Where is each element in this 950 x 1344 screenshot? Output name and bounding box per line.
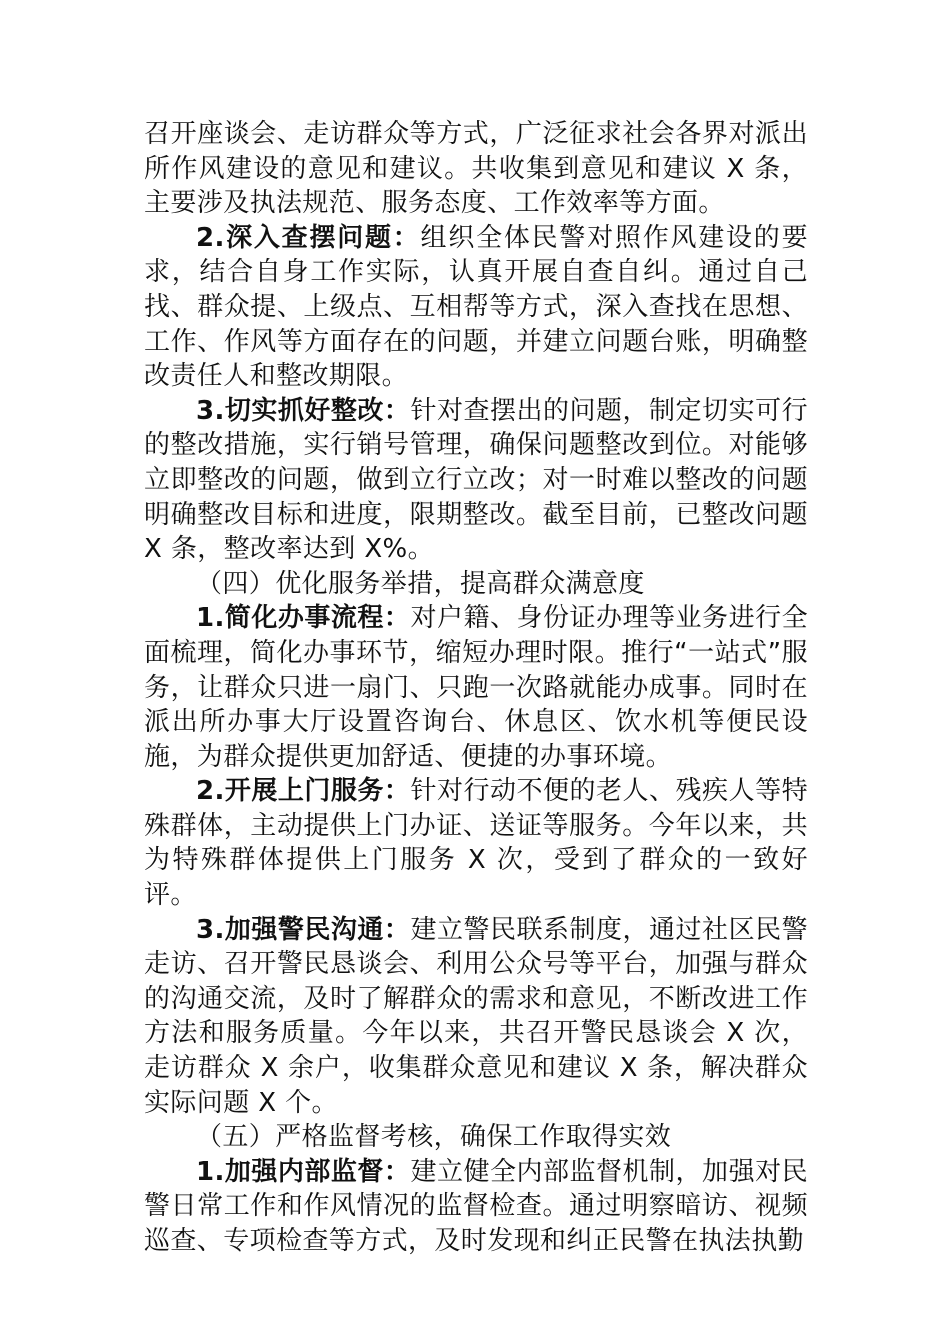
paragraph-heading: 2.深入查摆问题： (196, 222, 421, 253)
paragraph-heading: 1.加强内部监督： (196, 1156, 411, 1187)
paragraph-text: 组织全体民警对照作风建设的要求，结合自身工作实际，认真开展自查自纠。通过自己找、群众提、上级点、互相帮等方式，深入查找在思想、工作、作风等方面存在的问题，并建立问题台账，明确整改责任人和整改期限。 (144, 222, 808, 392)
section-heading-text: （四）优化服务举措，提高群众满意度 (196, 568, 645, 599)
paragraph-heading: 3.加强警民沟通： (196, 914, 411, 945)
paragraph-text: 针对行动不便的老人、残疾人等特殊群体，主动提供上门办证、送证等服务。今年以来，共为特殊群体提供上门服务 X 次，受到了群众的一致好评。 (144, 776, 808, 911)
paragraph-door-service (144, 774, 808, 912)
paragraph-rectification (144, 394, 808, 567)
section-heading-text: （五）严格监督考核，确保工作取得实效 (196, 1122, 672, 1153)
paragraph-internal-supervision (144, 1155, 808, 1259)
paragraph-heading: 2.开展上门服务： (196, 776, 411, 807)
section-heading-five (144, 1120, 808, 1155)
paragraph-police-communication (144, 913, 808, 1121)
paragraph-heading: 3.切实抓好整改： (196, 395, 411, 426)
paragraph-text: 建立健全内部监督机制，加强对民警日常工作和作风情况的监督检查。通过明察暗访、视频巡查、专项检查等方式，及时发现和纠正民警在执法执勤 (144, 1156, 808, 1256)
document-page (144, 117, 808, 1259)
paragraph-text: 建立警民联系制度，通过社区民警走访、召开警民恳谈会、利用公众号等平台，加强与群众的沟通交流，及时了解群众的需求和意见，不断改进工作方法和服务质量。今年以来，共召开警民恳谈会 X 次，走访群众 X 余户，收集群众意见和建议 X 条，解决群众实际问题 X 个。 (144, 914, 808, 1118)
paragraph-intro-continued (144, 117, 808, 221)
paragraph-text: 针对查摆出的问题，制定切实可行的整改措施，实行销号管理，确保问题整改到位。对能够立即整改的问题，做到立行立改；对一时难以整改的问题明确整改目标和进度，限期整改。截至目前，已整改问题 X 条，整改率达到 X%。 (144, 395, 808, 565)
section-heading-four (144, 567, 808, 602)
paragraph-simplify-process (144, 601, 808, 774)
paragraph-find-problems (144, 221, 808, 394)
paragraph-text: 召开座谈会、走访群众等方式，广泛征求社会各界对派出所作风建设的意见和建议。共收集到意见和建议 X 条，主要涉及执法规范、服务态度、工作效率等方面。 (144, 119, 808, 219)
paragraph-text: 对户籍、身份证办理等业务进行全面梳理，简化办事环节，缩短办理时限。推行“一站式”服务，让群众只进一扇门、只跑一次路就能办成事。同时在派出所办事大厅设置咨询台、休息区、饮水机等便民设施，为群众提供更加舒适、便捷的办事环境。 (144, 603, 808, 772)
paragraph-heading: 1.简化办事流程： (196, 603, 411, 634)
